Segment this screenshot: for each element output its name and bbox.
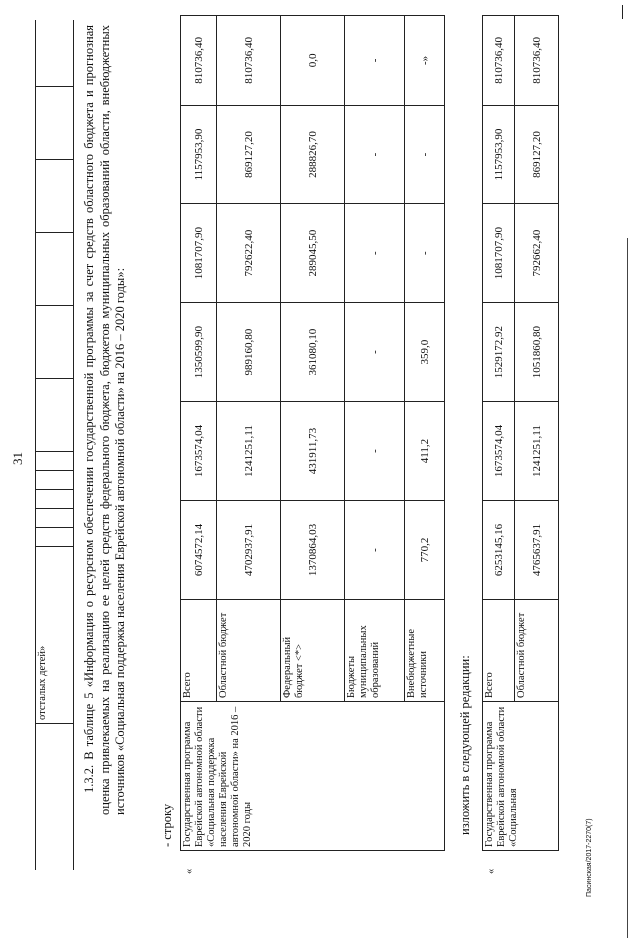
empty-cell (36, 379, 74, 452)
open-quote: « (183, 868, 195, 874)
value-cell: 1350599,90 (181, 303, 217, 402)
empty-cell (36, 306, 74, 379)
old-resource-table (180, 15, 445, 877)
value-cell: 1529172,92 (483, 303, 515, 402)
value-cell: 411,2 (405, 402, 445, 501)
value-cell: 1157953,90 (483, 105, 515, 203)
source-cell: Федеральный бюджет <*> (281, 600, 345, 702)
empty-cell (36, 160, 74, 233)
value-cell: - (345, 501, 405, 600)
scan-edge-mark (622, 5, 623, 19)
value-cell: 869127,20 (515, 105, 559, 203)
program-name-cell (181, 702, 445, 851)
value-cell: - (405, 204, 445, 303)
value-cell: - (345, 303, 405, 402)
empty-cell (36, 724, 74, 871)
value-cell: - (345, 16, 405, 106)
source-cell: Всего (483, 600, 515, 702)
footer-code: Пасинская/2017-2270(7) (586, 818, 593, 897)
value-cell: -» (405, 16, 445, 106)
empty-cell (36, 20, 74, 87)
empty-cell (36, 452, 74, 471)
value-cell: 289045,50 (281, 204, 345, 303)
scan-edge-line (627, 238, 628, 938)
value-cell: 792622,40 (217, 204, 281, 303)
empty-cell (36, 509, 74, 528)
value-cell: 1241251,11 (217, 402, 281, 501)
fragment-text-cell (36, 547, 74, 724)
source-cell: Областной бюджет (515, 600, 559, 702)
value-cell: 0,0 (281, 16, 345, 106)
value-cell: 1051860,80 (515, 303, 559, 402)
value-cell: 989160,80 (217, 303, 281, 402)
empty-cell (36, 233, 74, 306)
previous-table-fragment (35, 20, 74, 870)
value-cell: 1081707,90 (483, 204, 515, 303)
fragment-text: отсталых детей» (37, 645, 48, 720)
value-cell: 6074572,14 (181, 501, 217, 600)
amendment-paragraph (82, 25, 129, 815)
value-cell: - (345, 105, 405, 203)
value-cell: - (345, 204, 405, 303)
empty-cell (36, 471, 74, 490)
value-cell: 770,2 (405, 501, 445, 600)
replace-label: изложить в следующей редакции: (458, 655, 472, 835)
program-name: Государственная программа Еврейской автономной области «Социальная поддержка населения Еврейской автономной области» на 2016 – 2020 годы (182, 706, 253, 847)
source-cell: Всего (181, 600, 217, 702)
value-cell: 869127,20 (217, 105, 281, 203)
value-cell: 1673574,04 (181, 402, 217, 501)
value-cell: 1241251,11 (515, 402, 559, 501)
page-number: 31 (10, 452, 25, 465)
value-cell: 431911,73 (281, 402, 345, 501)
value-cell: 810736,40 (515, 16, 559, 106)
value-cell: 288826,70 (281, 105, 345, 203)
value-cell: 1157953,90 (181, 105, 217, 203)
source-cell: Внебюджетные источники (405, 600, 445, 702)
empty-cell (36, 528, 74, 547)
value-cell: 359,0 (405, 303, 445, 402)
value-cell: 4765637,91 (515, 501, 559, 600)
value-cell: 810736,40 (217, 16, 281, 106)
value-cell: 810736,40 (181, 16, 217, 106)
value-cell: 361080,10 (281, 303, 345, 402)
value-cell: 792662,40 (515, 204, 559, 303)
value-cell: - (405, 105, 445, 203)
value-cell: 4702937,91 (217, 501, 281, 600)
new-resource-table (482, 15, 559, 877)
value-cell: 1370864,03 (281, 501, 345, 600)
empty-cell (36, 490, 74, 509)
source-cell: Областной бюджет (217, 600, 281, 702)
row-label: - строку (160, 803, 174, 847)
value-cell: 810736,40 (483, 16, 515, 106)
value-cell: 6253145,16 (483, 501, 515, 600)
empty-cell (36, 87, 74, 160)
value-cell: 1673574,04 (483, 402, 515, 501)
program-name-cell (483, 702, 559, 851)
value-cell: - (345, 402, 405, 501)
program-name: Государственная программа Еврейской автономной области «Социальная (484, 706, 519, 847)
source-cell: Бюджеты муниципальных образований (345, 600, 405, 702)
value-cell: 1081707,90 (181, 204, 217, 303)
paragraph-text: 1.3.2. В таблице 5 «Информация о ресурсном обеспечении государственной программы за счет средств областного бюджета и прогнозная оценка привлекаемых на реализацию ее целей средств федерального бюджета, бюджетов муниципальных образований области, внебюджетных источников «Социальная поддержка населения Еврейской автономной области» на 2016 – 2020 годы»: (82, 25, 127, 815)
open-quote: « (485, 868, 497, 874)
